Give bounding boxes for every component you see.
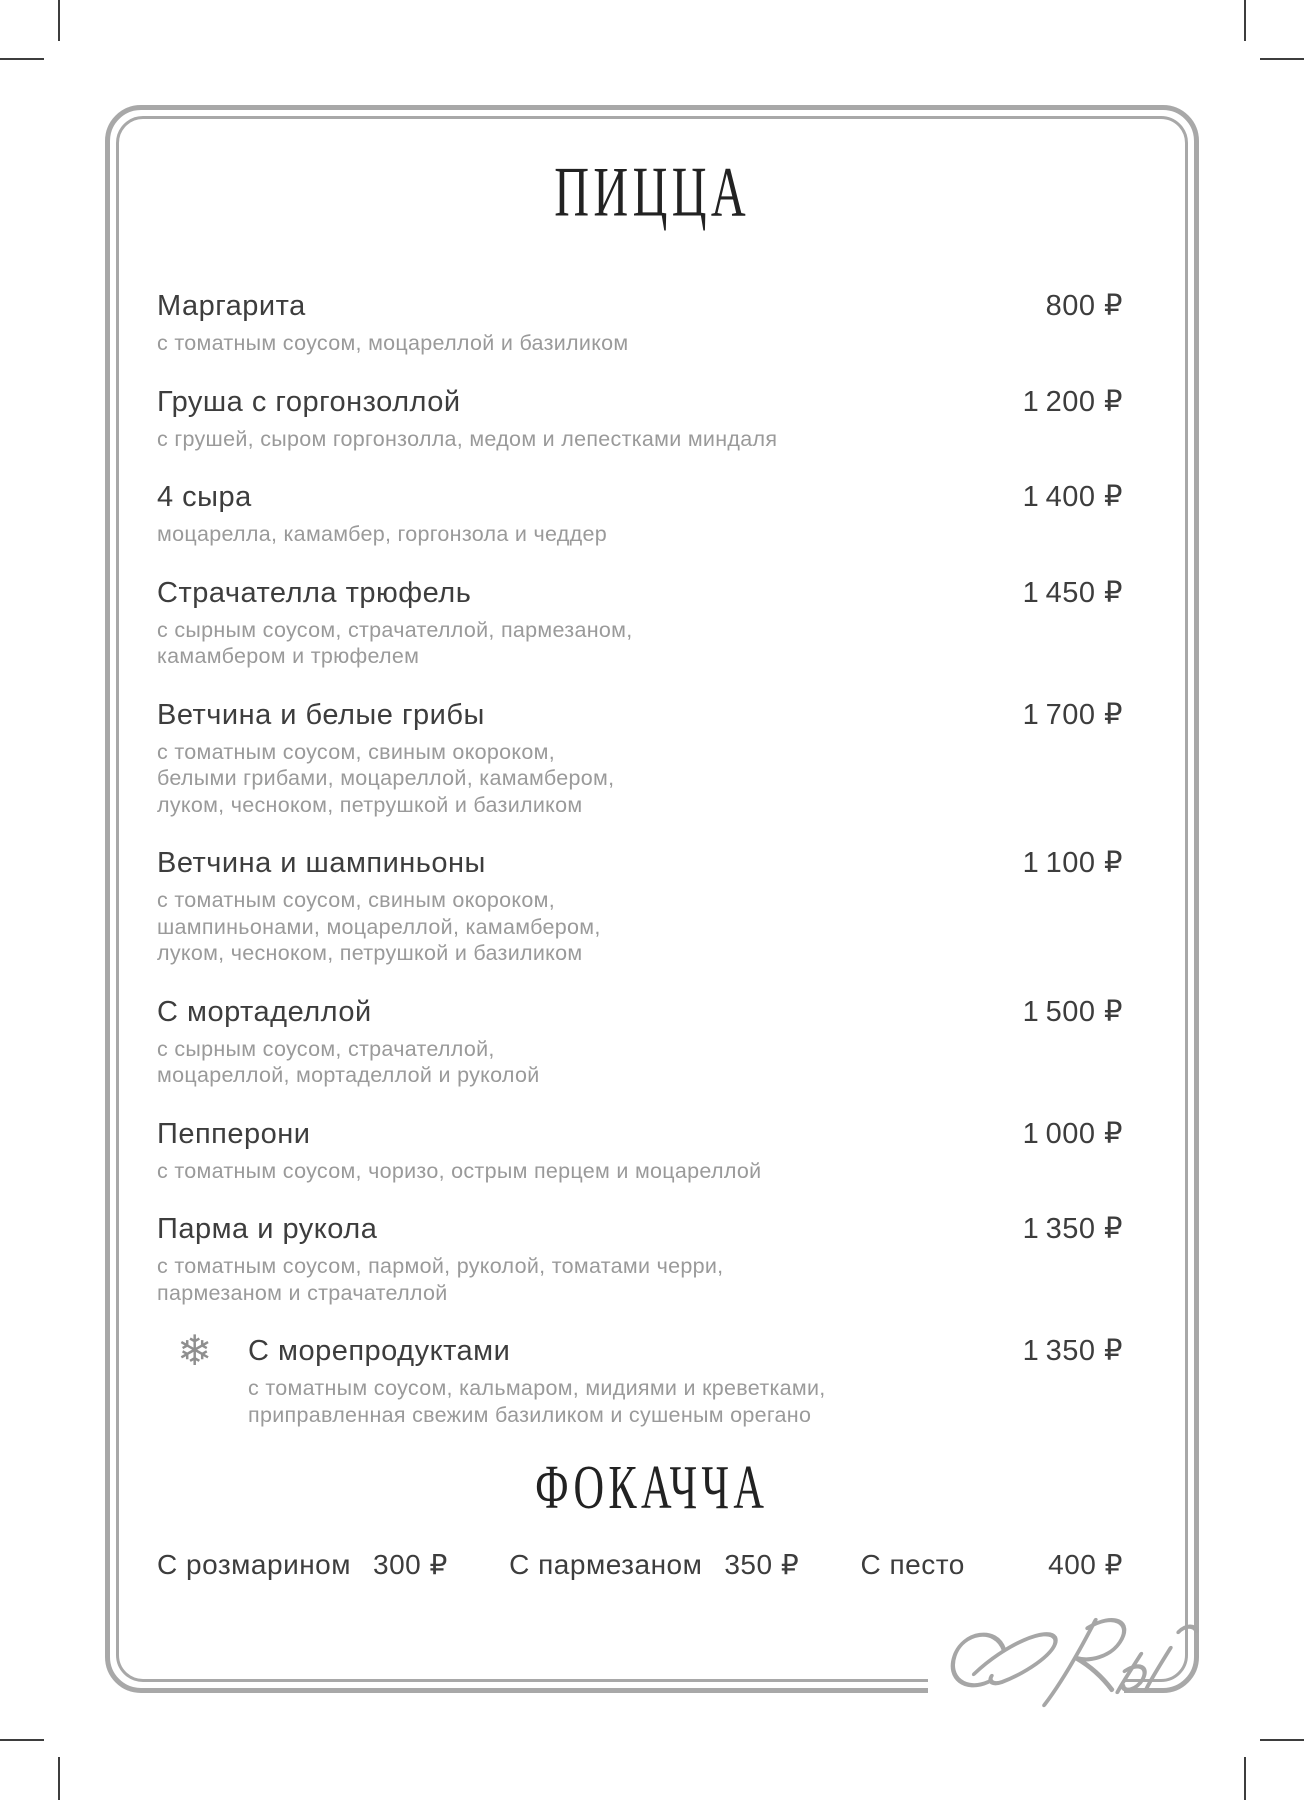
signature [930, 1606, 1230, 1721]
menu-item [157, 385, 1123, 453]
item-price: 400 ₽ [1048, 1549, 1123, 1580]
item-description-line: пармезаном и страчателлой [157, 1280, 448, 1305]
menu-item-text [157, 480, 607, 548]
menu-item-name-row [157, 289, 628, 323]
item-description-line: с томатным соусом, моцареллой и базиликом [157, 331, 629, 355]
item-description-line: с томатным соусом, свиным окороком, [157, 888, 555, 912]
item-description-line: с томатным соусом, свиным окороком, [157, 739, 555, 764]
menu-item-text [157, 576, 633, 670]
item-price: 1 450 ₽ [1022, 576, 1123, 609]
focaccia-item [509, 1548, 799, 1582]
item-price: 350 ₽ [724, 1549, 800, 1580]
item-price: 1 700 ₽ [1022, 698, 1123, 731]
pizza-list [157, 289, 1123, 1428]
item-description-line: с томатным соусом, чоризо, острым перцем и моцареллой [157, 1158, 762, 1183]
menu-item [157, 1212, 1123, 1306]
item-price: 1 100 ₽ [1022, 847, 1123, 879]
menu-item [157, 480, 1123, 548]
item-name: Страчателла трюфель [157, 576, 472, 609]
menu-item [157, 995, 1123, 1089]
menu-item-name-row [157, 576, 633, 610]
menu-item-name-row [157, 698, 614, 732]
item-name: С мортаделлой [157, 995, 372, 1028]
item-description [157, 1253, 723, 1306]
crop-mark [1260, 58, 1304, 60]
item-description-line: с томатным соусом, пармой, руколой, томатами черри, [157, 1254, 724, 1278]
item-name: Пепперони [157, 1117, 311, 1150]
item-price: 1 350 ₽ [1022, 1213, 1123, 1245]
item-name: С розмарином [157, 1549, 351, 1580]
item-name: Ветчина и шампиньоны [157, 847, 486, 879]
item-description-line: луком, чесноком, петрушкой и базиликом [157, 792, 583, 817]
crop-mark [1244, 1757, 1246, 1800]
item-price: 1 200 ₽ [1022, 385, 1123, 418]
item-price: 1 350 ₽ [1022, 1335, 1123, 1367]
item-name: Маргарита [157, 290, 306, 322]
snowflake-icon: ❄ [177, 1326, 213, 1375]
menu-item-name-row [157, 385, 777, 419]
menu-item-text [157, 1117, 761, 1185]
crop-mark [0, 58, 44, 60]
crop-mark [58, 0, 60, 41]
item-description-line: с сырным соусом, страчателлой, [157, 1036, 495, 1061]
menu-item-text [157, 1212, 723, 1306]
menu-item [157, 698, 1123, 819]
item-price: 300 ₽ [373, 1549, 448, 1580]
item-name: Груша с горгонзоллой [157, 385, 461, 418]
menu-item [157, 289, 1123, 357]
focaccia-title: ФОКАЧЧА [535, 1451, 769, 1522]
item-name: Парма и рукола [157, 1213, 378, 1245]
item-price: 1 500 ₽ [1022, 995, 1123, 1028]
item-description-line: моцарелла, камамбер, горгонзола и чеддер [157, 522, 607, 546]
item-description-line: белыми грибами, моцареллой, камамбером, [157, 766, 615, 790]
item-description [157, 426, 777, 453]
menu-item-name-row [157, 1117, 761, 1151]
menu-item [157, 1117, 1123, 1185]
item-description-line: луком, чесноком, петрушкой и базиликом [157, 941, 583, 965]
item-name: С песто [860, 1549, 965, 1580]
item-description [157, 887, 601, 967]
crop-mark [1260, 1739, 1304, 1741]
menu-item-name-row [157, 846, 601, 880]
crop-mark [58, 1757, 60, 1800]
item-description-line: шампиньонами, моцареллой, камамбером, [157, 914, 601, 939]
item-name: С пармезаном [509, 1549, 703, 1580]
focaccia-list [157, 1548, 1123, 1582]
item-description [157, 521, 607, 548]
menu-item-text [157, 1326, 826, 1428]
item-name: 4 сыра [157, 481, 252, 513]
item-description-line: моцареллой, мортаделлой и руколой [157, 1063, 540, 1087]
menu-item-text [157, 995, 540, 1089]
menu-item-text [157, 385, 777, 453]
menu-item [157, 846, 1123, 967]
item-description [157, 330, 628, 357]
item-description-line: с сырным соусом, страчателлой, пармезаном, [157, 617, 633, 642]
menu-item-name-row [157, 995, 540, 1029]
item-description [157, 739, 614, 819]
item-name: С морепродуктами [248, 1335, 511, 1367]
crop-mark [0, 1739, 44, 1741]
item-description [157, 617, 633, 670]
item-description-line: с томатным соусом, кальмаром, мидиями и креветками, [248, 1376, 826, 1400]
item-name: Ветчина и белые грибы [157, 698, 485, 731]
item-description-line: приправленная свежим базиликом и сушеным орегано [248, 1402, 812, 1427]
crop-mark [1244, 0, 1246, 41]
item-description [157, 1036, 540, 1089]
item-description [248, 1375, 826, 1428]
item-description-line: с грушей, сыром горгонзолла, медом и лепестками миндаля [157, 426, 778, 451]
item-price: 800 ₽ [1045, 290, 1123, 322]
menu-item-name-row [157, 1326, 826, 1375]
menu-item-name-row [157, 480, 607, 514]
item-description [157, 1158, 761, 1185]
menu-content [105, 105, 1199, 1582]
menu-item [157, 1326, 1123, 1428]
focaccia-item [157, 1548, 448, 1582]
item-price: 1 000 ₽ [1022, 1117, 1123, 1150]
menu-item [157, 576, 1123, 670]
menu-item-text [157, 846, 601, 967]
menu-item-name-row [157, 1212, 723, 1246]
page-title: ПИЦЦА [554, 152, 750, 232]
item-price: 1 400 ₽ [1022, 481, 1123, 513]
menu-item-text [157, 698, 614, 819]
item-description-line: камамбером и трюфелем [157, 644, 420, 668]
menu-item-text [157, 289, 628, 357]
